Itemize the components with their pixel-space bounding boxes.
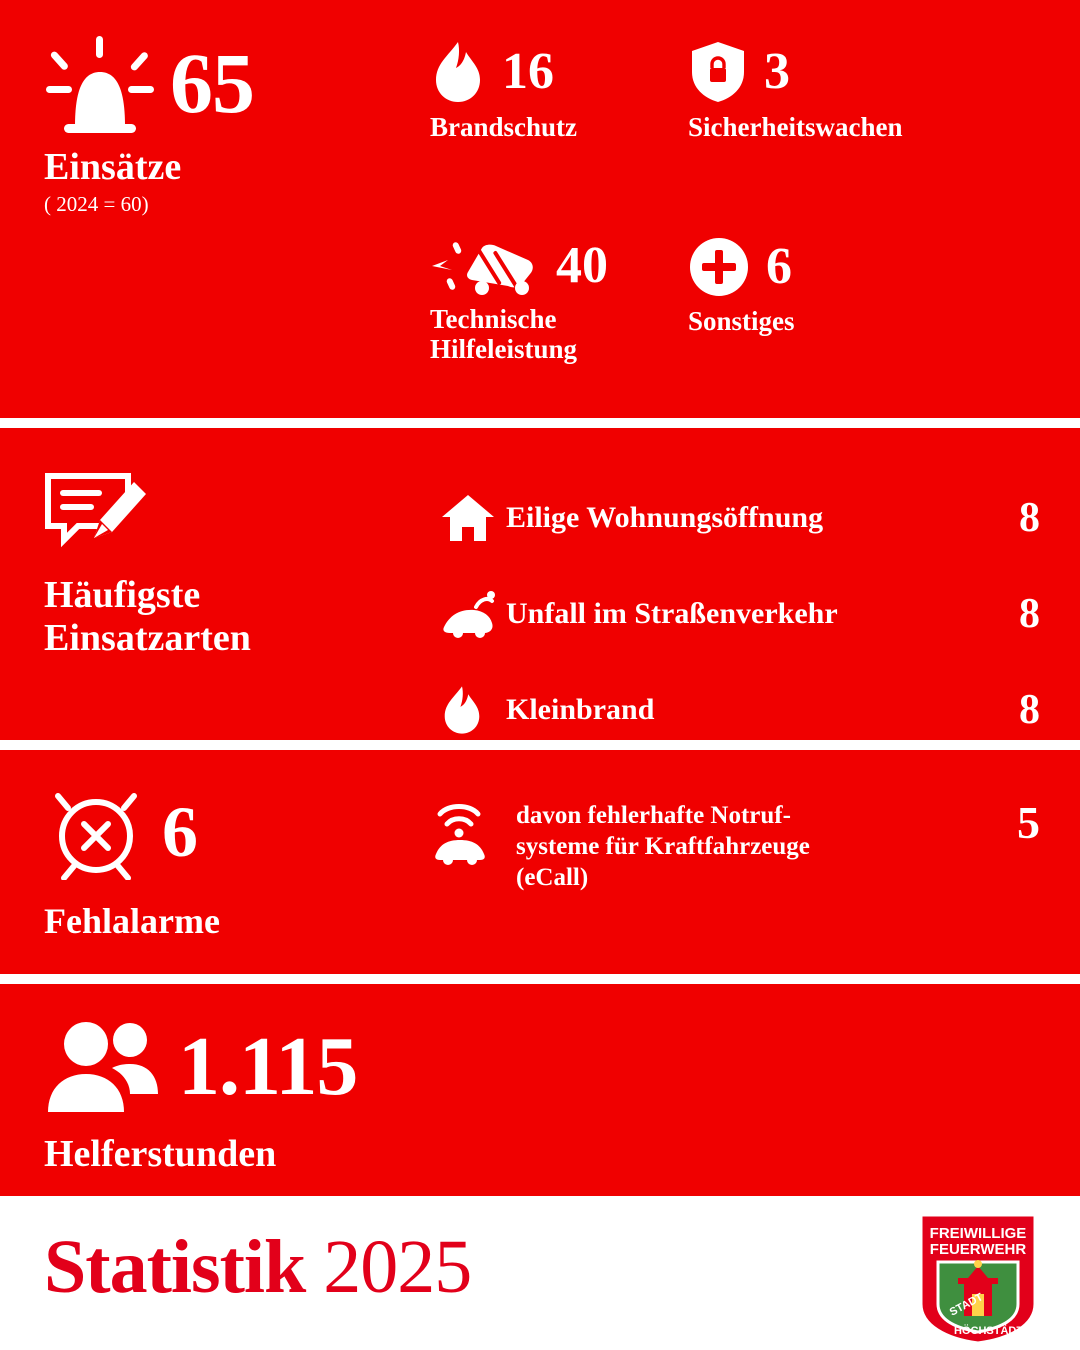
section-einsaetze — [0, 0, 1080, 418]
car-overturned-icon — [440, 589, 506, 639]
section-helferstunden — [0, 984, 1080, 1196]
breakdown-item-technische-hilfeleistung — [430, 236, 680, 364]
fehlalarme-value: 6 — [162, 791, 197, 872]
crest-line-2: FEUERWEHR — [929, 1241, 1027, 1258]
fehlalarme-headline — [44, 784, 424, 942]
section-fehlalarme — [0, 750, 1080, 974]
shield-lock-icon — [688, 40, 748, 104]
list-item-label: Eilige Wohnungsöffnung — [506, 501, 824, 534]
section-haeufigste-einsatzarten — [0, 428, 1080, 740]
plus-circle-icon — [688, 236, 750, 298]
list-item — [440, 566, 1040, 662]
einsaetze-note: ( 2024 = 60) — [44, 191, 149, 216]
flame-icon — [440, 683, 506, 737]
flame-icon — [430, 40, 486, 104]
house-icon — [440, 493, 506, 543]
list-item-value: 8 — [1019, 687, 1040, 733]
breakdown-value-sonstiges: 6 — [766, 238, 792, 295]
list-item-label: Unfall im Straßenverkehr — [506, 597, 838, 630]
fehlalarme-detail — [430, 796, 1040, 893]
fehlalarme-detail-value: 5 — [1017, 797, 1040, 848]
alarm-clock-cross-icon — [44, 784, 148, 880]
car-crash-icon — [430, 236, 540, 296]
crest-line-1: FREIWILLIGE — [929, 1225, 1027, 1242]
breakdown-label-sonstiges: Sonstiges — [688, 306, 795, 336]
breakdown-label-sicherheitswachen: Sicherheitswachen — [688, 112, 903, 142]
footer — [0, 1196, 1080, 1350]
einsaetze-headline — [44, 34, 424, 217]
page-title: Statistik 2025 — [44, 1225, 472, 1309]
breakdown-item-sonstiges — [688, 236, 958, 336]
helferstunden-label: Helferstunden — [44, 1133, 277, 1175]
fehlalarme-detail-text: davon fehlerhafte Notruf- systeme für Kraftfahrzeuge (eCall) — [516, 802, 810, 891]
einsatzarten-title: Häufigste Einsatzarten — [44, 574, 251, 659]
fire-department-crest — [914, 1208, 1042, 1348]
list-item — [440, 470, 1040, 566]
divider-1 — [0, 418, 1080, 428]
breakdown-item-brandschutz — [430, 40, 680, 142]
breakdown-value-sicherheitswachen: 3 — [764, 43, 790, 100]
list-item-value: 8 — [1019, 495, 1040, 541]
crest-line-3: STADT — [947, 1291, 986, 1319]
breakdown-item-sicherheitswachen — [688, 40, 1018, 142]
list-item-label: Kleinbrand — [506, 693, 655, 726]
form-pencil-icon — [44, 468, 424, 548]
breakdown-value-technische-hilfeleistung: 40 — [556, 237, 608, 294]
breakdown-label-brandschutz: Brandschutz — [430, 112, 578, 142]
siren-icon — [44, 34, 156, 134]
helferstunden-value: 1.115 — [178, 1019, 358, 1113]
divider-3 — [0, 974, 1080, 984]
ecall-car-icon — [430, 796, 516, 866]
einsaetze-value: 65 — [170, 35, 254, 132]
list-item — [440, 662, 1040, 758]
crest-line-4: HÖCHSTÄDT — [954, 1325, 1024, 1337]
einsatzarten-list — [440, 470, 1040, 758]
fehlalarme-label: Fehlalarme — [44, 901, 220, 941]
list-item-value: 8 — [1019, 591, 1040, 637]
people-icon — [44, 1016, 158, 1116]
einsaetze-label: Einsätze — [44, 146, 182, 188]
breakdown-value-brandschutz: 16 — [502, 43, 554, 100]
einsatzarten-headline — [44, 468, 424, 659]
breakdown-label-technische-hilfeleistung: Technische Hilfeleistung — [430, 304, 577, 365]
